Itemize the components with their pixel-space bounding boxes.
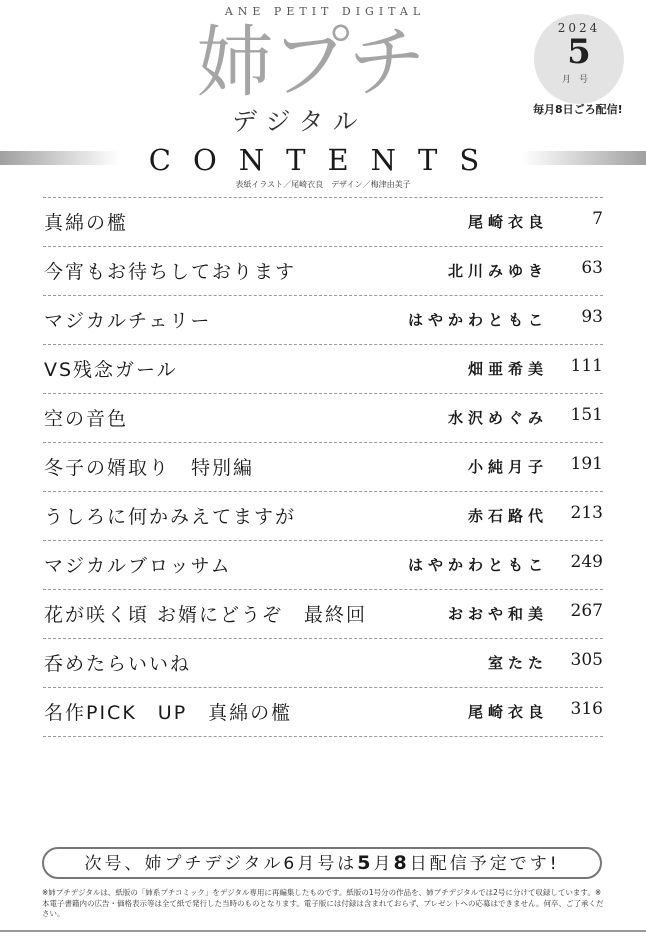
toc-author: おおや和美	[447, 605, 548, 623]
cover-credits: 表紙イラスト／尾崎衣良 デザイン／梅津由美子	[235, 180, 411, 189]
toc-title: マジカルブロッサム	[44, 555, 232, 577]
next-issue-prefix: 次号、姉プチデジタル6月号は	[84, 854, 358, 874]
toc-page-number: 249	[570, 552, 603, 572]
toc-page-number: 305	[570, 650, 603, 670]
toc-row[interactable]	[43, 638, 603, 687]
toc-page-number: 93	[581, 307, 603, 327]
toc-row[interactable]	[43, 540, 603, 589]
toc-row[interactable]	[43, 491, 603, 540]
toc-title: VS残念ガール	[44, 359, 178, 381]
bottom-divider	[0, 930, 646, 932]
toc-row[interactable]	[43, 197, 603, 246]
toc-author: 畑亜希美	[467, 360, 548, 378]
toc-page-number: 63	[581, 258, 603, 278]
toc-author: 水沢めぐみ	[447, 409, 548, 427]
release-note: 毎月8日ごろ配信!	[533, 103, 623, 116]
toc-author: 室たた	[487, 654, 548, 672]
issue-suffix: 月号	[561, 75, 596, 85]
contents-heading: CONTENTS	[148, 143, 502, 177]
toc-title: 名作PICK UP 真綿の檻	[44, 702, 293, 724]
disclaimer-text: ※姉プチデジタルは、紙版の「姉系プチコミック」をデジタル専用に再編集したものです。紙版の1号分の作品を、姉プチデジタルでは2号に分けて収録しています。※本電子書籍内の広告・価格表示等は全て紙で発行した当時のものとなります。電子版には付録は含まれておらず、プレゼントへの応募はできません。何卒、ご了承ください。	[42, 888, 604, 918]
toc-title: うしろに何かみえてますが	[44, 506, 297, 528]
toc-page-number: 111	[570, 356, 603, 376]
toc-row[interactable]	[43, 687, 603, 737]
toc-page-number: 7	[592, 209, 603, 229]
toc-title: 冬子の婿取り 特別編	[44, 457, 255, 479]
brand-english-title: ANE PETIT DIGITAL	[224, 5, 426, 18]
toc-title: 今宵もお待ちしております	[44, 261, 297, 283]
next-issue-month-char: 月	[373, 854, 394, 874]
toc-title: 呑めたらいいね	[44, 653, 192, 675]
table-of-contents	[43, 197, 603, 737]
next-issue-day: 8	[393, 852, 410, 874]
toc-page-number: 267	[570, 601, 603, 621]
issue-year: 2024	[557, 21, 601, 35]
toc-author: はやかわともこ	[407, 311, 548, 329]
band-gradient-left	[0, 151, 120, 165]
toc-title: 空の音色	[44, 408, 129, 430]
toc-page-number: 316	[570, 699, 603, 719]
toc-author: 尾崎衣良	[467, 213, 548, 231]
toc-author: 赤石路代	[467, 507, 548, 525]
toc-title: マジカルチェリー	[44, 310, 212, 332]
issue-month: 5	[567, 32, 591, 72]
toc-author: 小純月子	[467, 458, 548, 476]
toc-author: 北川みゆき	[447, 262, 548, 280]
toc-author: はやかわともこ	[407, 556, 548, 574]
toc-row[interactable]	[43, 589, 603, 638]
toc-title: 花が咲く頃 お婿にどうぞ 最終回	[44, 604, 368, 626]
toc-row[interactable]	[43, 442, 603, 491]
toc-page-number: 191	[570, 454, 603, 474]
toc-author: 尾崎衣良	[467, 703, 548, 721]
toc-row[interactable]	[43, 246, 603, 295]
toc-row[interactable]	[43, 295, 603, 344]
magazine-logo: 姉プチ	[196, 18, 425, 108]
next-issue-suffix: 日配信予定です!	[409, 854, 560, 874]
magazine-logo-subtitle: デジタル	[232, 107, 367, 136]
toc-page-number: 213	[570, 503, 603, 523]
toc-title: 真綿の檻	[44, 212, 129, 234]
toc-row[interactable]	[43, 393, 603, 442]
next-issue-notice	[42, 847, 602, 879]
toc-page-number: 151	[570, 405, 603, 425]
next-issue-month: 5	[357, 852, 374, 874]
toc-row[interactable]	[43, 344, 603, 393]
band-gradient-right	[522, 151, 646, 165]
